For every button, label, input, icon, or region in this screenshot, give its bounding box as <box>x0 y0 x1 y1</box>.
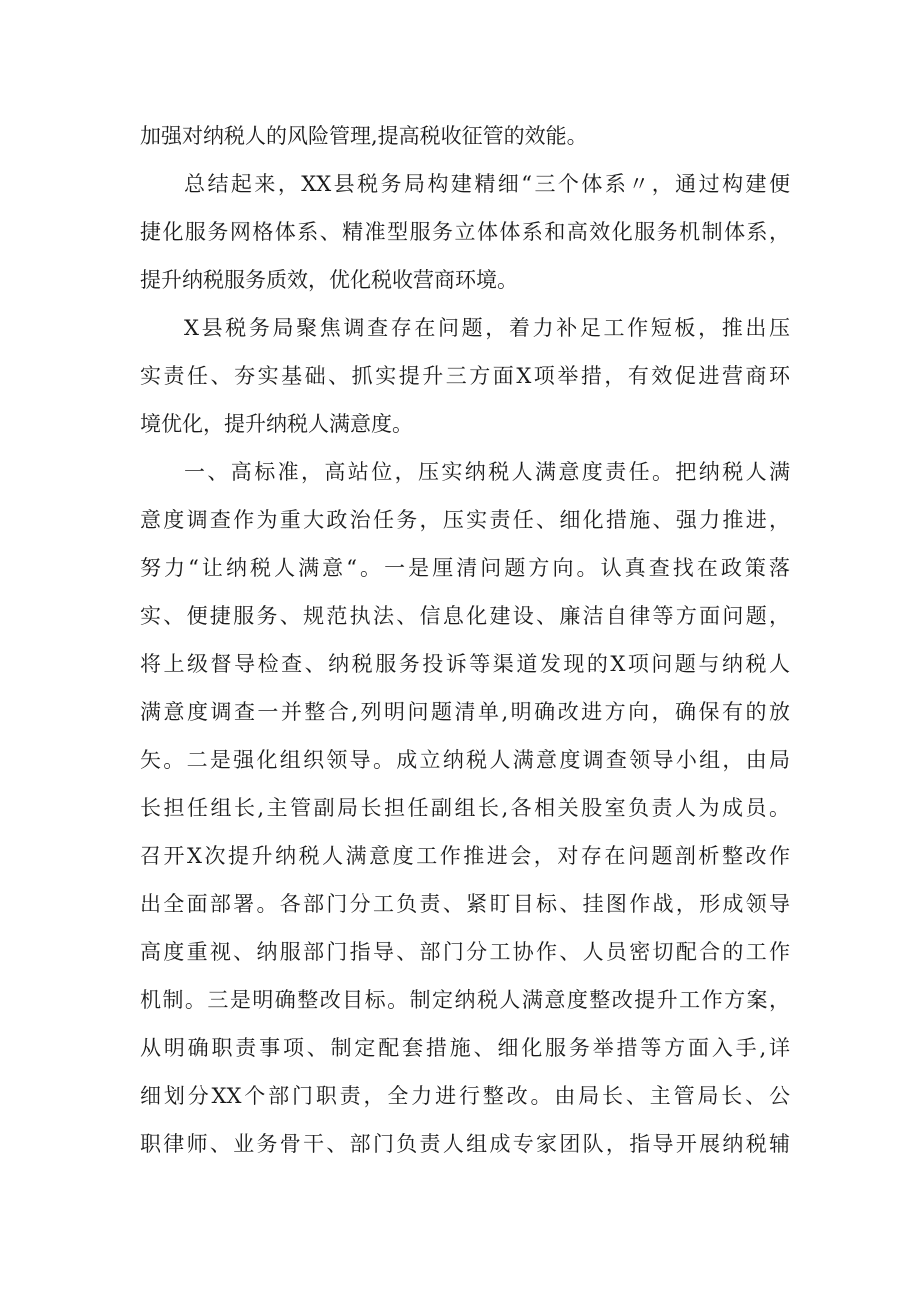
text-line: 一、高标准，高站位，压实纳税人满意度责任。把纳税人满 <box>184 460 790 484</box>
text-line: 出全面部署。各部门分工负责、紧盯目标、挂图作战，形成领导 <box>140 892 790 916</box>
text-line: 实、便捷服务、规范执法、信息化建设、廉洁自律等方面问题， <box>140 604 790 628</box>
text-line: 职律师、业务骨干、部门负责人组成专家团队，指导开展纳税辅 <box>140 1132 790 1156</box>
text-line: 将上级督导检查、纳税服务投诉等渠道发现的X项问题与纳税人 <box>140 652 790 676</box>
text-line: 捷化服务网格体系、精准型服务立体体系和高效化服务机制体系， <box>140 220 790 244</box>
text-line: X县税务局聚焦调查存在问题，着力补足工作短板，推出压 <box>184 316 790 340</box>
text-line: 细划分XX个部门职责，全力进行整改。由局长、主管局长、公 <box>140 1084 790 1108</box>
text-line: 境优化，提升纳税人满意度。 <box>140 412 413 436</box>
text-line: 从明确职责事项、制定配套措施、细化服务举措等方面入手,详 <box>140 1036 790 1060</box>
document-body <box>140 112 790 1168</box>
text-line: 努力“让纳税人满意“。一是厘清问题方向。认真查找在政策落 <box>140 556 790 580</box>
text-line: 矢。二是强化组织领导。成立纳税人满意度调查领导小组，由局 <box>140 748 790 772</box>
text-line: 高度重视、纳服部门指导、部门分工协作、人员密切配合的工作 <box>140 940 790 964</box>
text-line: 总结起来，XX县税务局构建精细“三个体系〃，通过构建便 <box>184 172 790 196</box>
text-line: 长担任组长,主管副局长担任副组长,各相关股室负责人为成员。 <box>140 796 790 820</box>
text-line: 机制。三是明确整改目标。制定纳税人满意度整改提升工作方案， <box>140 988 790 1012</box>
text-line: 召开X次提升纳税人满意度工作推进会，对存在问题剖析整改作 <box>140 844 790 868</box>
text-line: 满意度调查一并整合,列明问题清单,明确改进方向，确保有的放 <box>140 700 790 724</box>
text-line: 提升纳税服务质效，优化税收营商环境。 <box>140 268 518 292</box>
text-line: 意度调查作为重大政治任务，压实责任、细化措施、强力推进， <box>140 508 790 532</box>
text-line: 实责任、夯实基础、抓实提升三方面X项举措，有效促进营商环 <box>140 364 790 388</box>
text-line: 加强对纳税人的风险管理,提高税收征管的效能。 <box>140 124 588 148</box>
